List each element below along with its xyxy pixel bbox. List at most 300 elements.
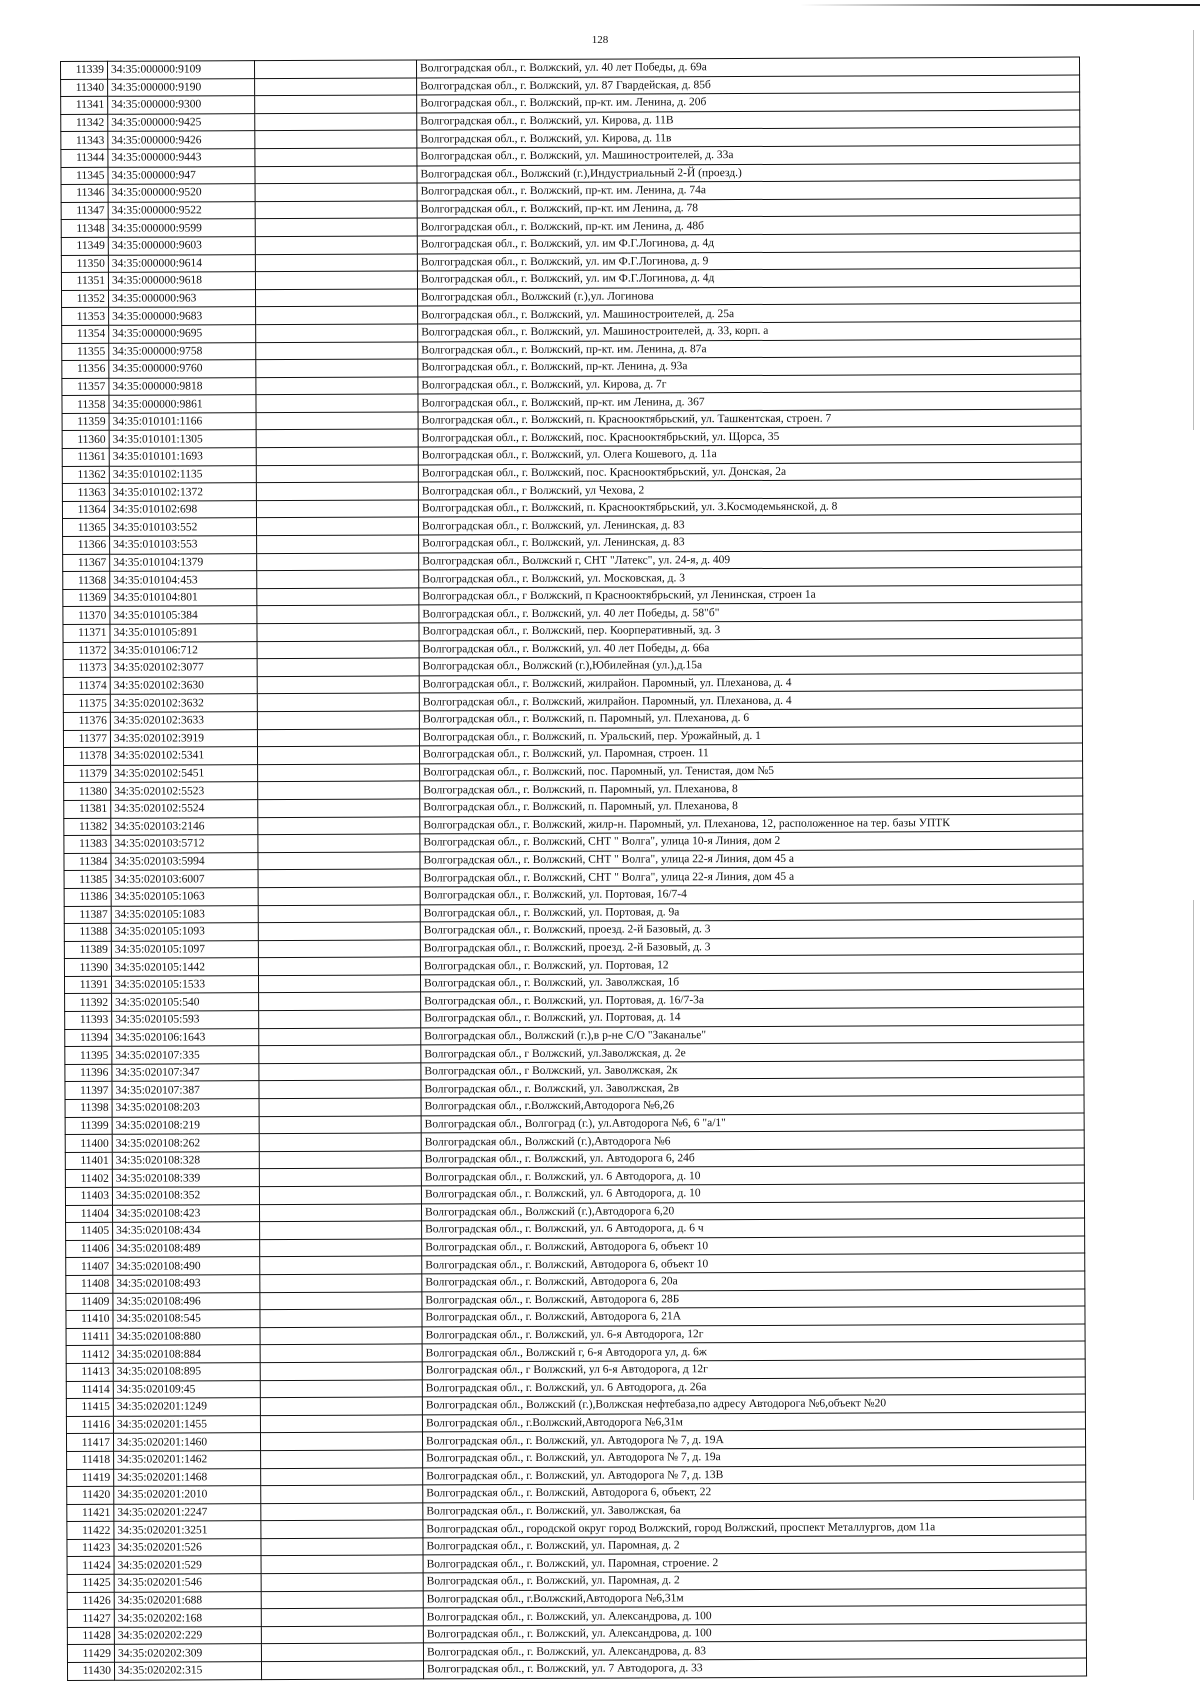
cadastral-number: 34:35:020201:688: [114, 1591, 261, 1609]
empty-cell: [256, 429, 418, 447]
empty-cell: [257, 676, 419, 694]
cadastral-number: 34:35:010103:553: [110, 536, 257, 554]
address: Волгоградская обл., г Волжский, ул. Заволжская, 2к: [421, 1060, 1084, 1080]
row-number: 11425: [67, 1574, 114, 1592]
empty-cell: [256, 517, 418, 535]
cadastral-number: 34:35:020202:229: [114, 1626, 261, 1644]
cadastral-number: 34:35:010102:1372: [109, 483, 256, 501]
address: Волгоградская обл., г. Волжский, ул. Машиностроителей, д. 25а: [418, 303, 1081, 323]
row-number: 11351: [61, 272, 108, 290]
empty-cell: [261, 1626, 423, 1644]
address: Волгоградская обл., г. Волжский, ул. им Ф.Г.Логинова, д. 4д: [417, 268, 1080, 288]
row-number: 11411: [66, 1328, 113, 1346]
row-number: 11396: [65, 1064, 112, 1082]
cadastral-number: 34:35:010104:1379: [110, 553, 257, 571]
empty-cell: [261, 1573, 423, 1591]
page-number: 128: [591, 34, 609, 46]
empty-cell: [260, 1239, 422, 1257]
address: Волгоградская обл., г. Волжский, пр-кт. им Ленина, д. 48б: [417, 215, 1080, 235]
empty-cell: [256, 377, 418, 395]
cadastral-number: 34:35:020102:3077: [110, 659, 257, 677]
address: Волгоградская обл., г. Волжский, ул. Кирова, д. 11В: [417, 110, 1080, 130]
empty-cell: [255, 271, 417, 289]
address: Волгоградская обл., г. Волжский, пр-кт. им. Ленина, д. 74а: [417, 180, 1080, 200]
address: Волгоградская обл., г. Волжский, ул. 6-я Автодорога, 12г: [422, 1324, 1085, 1344]
empty-cell: [259, 1151, 421, 1169]
table-row: [67, 1658, 1086, 1680]
empty-cell: [258, 922, 420, 940]
address: Волгоградская обл., г. Волжский, пр-кт. им. Ленина, д. 20б: [417, 92, 1080, 112]
cadastral-number: 34:35:020105:540: [112, 993, 259, 1011]
address: Волгоградская обл., г. Волжский, проезд. 2-й Базовый, д. 3: [420, 937, 1083, 957]
address: Волгоградская обл., г. Волжский, ул. 6 Автодорога, д. 6 ч: [422, 1218, 1085, 1238]
row-number: 11401: [65, 1152, 112, 1170]
empty-cell: [260, 1379, 422, 1397]
address: Волгоградская обл., г. Волжский, жилрайон. Паромный, ул. Плеханова, д. 4: [419, 673, 1082, 693]
cadastral-number: 34:35:020108:262: [112, 1134, 259, 1152]
cadastral-number: 34:35:020202:309: [114, 1644, 261, 1662]
empty-cell: [258, 975, 420, 993]
row-number: 11400: [65, 1135, 112, 1153]
cadastral-number: 34:35:020201:1468: [114, 1468, 261, 1486]
row-number: 11350: [61, 255, 108, 273]
cadastral-number: 34:35:000000:9683: [109, 307, 256, 325]
address: Волгоградская обл., г. Волжский, Автодорога 6, 20а: [422, 1271, 1085, 1291]
row-number: 11355: [62, 343, 109, 361]
cadastral-number: 34:35:020107:387: [112, 1081, 259, 1099]
row-number: 11407: [66, 1258, 113, 1276]
address: Волгоградская обл., г. Волжский, ул. 40 лет Победы, д. 69а: [416, 57, 1079, 77]
cadastral-number: 34:35:000000:9614: [108, 254, 255, 272]
cadastral-number: 34:35:010105:384: [110, 606, 257, 624]
address: Волгоградская обл., Волжский (г.),Юбилейная (ул.),д.15а: [419, 655, 1082, 675]
cadastral-number: 34:35:020108:489: [113, 1239, 260, 1257]
cadastral-number: 34:35:020202:168: [114, 1609, 261, 1627]
row-number: 11379: [64, 765, 111, 783]
empty-cell: [261, 1555, 423, 1573]
empty-cell: [255, 218, 417, 236]
cadastral-number: 34:35:020108:880: [113, 1327, 260, 1345]
address: Волгоградская обл., г. Волжский, жилр-н. Паромный, ул. Плеханова, 12, расположенное на тер. базы УПТК: [420, 814, 1083, 834]
row-number: 11429: [67, 1645, 114, 1663]
empty-cell: [256, 324, 418, 342]
cadastral-number: 34:35:000000:9603: [108, 237, 255, 255]
empty-cell: [255, 95, 417, 113]
cadastral-number: 34:35:020105:1083: [111, 905, 258, 923]
empty-cell: [257, 658, 419, 676]
row-number: 11428: [67, 1627, 114, 1645]
address: Волгоградская обл., г. Волжский, ул. Московская, д. 3: [419, 567, 1082, 587]
cadastral-number: 34:35:020103:2146: [111, 817, 258, 835]
cadastral-number: 34:35:020108:434: [113, 1222, 260, 1240]
empty-cell: [258, 904, 420, 922]
empty-cell: [257, 711, 419, 729]
address: Волгоградская обл., Волжский (г.),в р-не С/О "Заканалье": [421, 1025, 1084, 1045]
empty-cell: [258, 834, 420, 852]
row-number: 11377: [63, 730, 110, 748]
row-number: 11416: [66, 1416, 113, 1434]
empty-cell: [258, 887, 420, 905]
row-number: 11341: [61, 96, 108, 114]
address: Волгоградская обл., Волжский (г.),Индустриальный 2-Й (проезд.): [417, 163, 1080, 183]
empty-cell: [257, 641, 419, 659]
row-number: 11426: [67, 1592, 114, 1610]
address: Волгоградская обл., Волжский (г.),ул. Логинова: [417, 286, 1080, 306]
empty-cell: [258, 816, 420, 834]
cadastral-number: 34:35:020108:895: [113, 1363, 260, 1381]
empty-cell: [259, 1204, 421, 1222]
cadastral-number: 34:35:020202:315: [114, 1662, 261, 1680]
cadastral-number: 34:35:000000:9695: [109, 325, 256, 343]
empty-cell: [258, 852, 420, 870]
address: Волгоградская обл., г. Волжский, ул. Машиностроителей, д. 33а: [417, 145, 1080, 165]
row-number: 11362: [62, 466, 109, 484]
row-number: 11389: [64, 941, 111, 959]
address: Волгоградская обл., г. Волжский, пос. Краснооктябрьский, ул. Донская, 2а: [418, 462, 1081, 482]
row-number: 11402: [65, 1170, 112, 1188]
row-number: 11383: [64, 835, 111, 853]
empty-cell: [255, 201, 417, 219]
empty-cell: [257, 588, 419, 606]
cadastral-number: 34:35:000000:9443: [108, 149, 255, 167]
address: Волгоградская обл., г. Волжский, проезд. 2-й Базовый, д. 3: [420, 919, 1083, 939]
row-number: 11359: [62, 413, 109, 431]
row-number: 11388: [64, 923, 111, 941]
cadastral-number: 34:35:010106:712: [110, 641, 257, 659]
empty-cell: [255, 253, 417, 271]
cadastral-number: 34:35:020105:593: [112, 1011, 259, 1029]
address: Волгоградская обл., г. Волжский, ул. 6 Автодорога, д. 26а: [422, 1377, 1085, 1397]
row-number: 11376: [63, 712, 110, 730]
address: Волгоградская обл., г. Волжский, ул. Паромная, строен. 11: [419, 743, 1082, 763]
address: Волгоградская обл., г. Волжский, СНТ " Волга", улица 10-я Линия, дом 2: [420, 831, 1083, 851]
cadastral-number: 34:35:020102:5451: [111, 764, 258, 782]
empty-cell: [261, 1520, 423, 1538]
row-number: 11373: [63, 659, 110, 677]
row-number: 11353: [62, 308, 109, 326]
empty-cell: [258, 869, 420, 887]
row-number: 11384: [64, 853, 111, 871]
address: Волгоградская обл., г. Волжский, пер. Коорперативный, зд. 3: [419, 620, 1082, 640]
cadastral-number: 34:35:000000:9520: [108, 184, 255, 202]
empty-cell: [259, 1063, 421, 1081]
cadastral-number: 34:35:020105:1063: [111, 888, 258, 906]
row-number: 11414: [66, 1381, 113, 1399]
row-number: 11369: [63, 589, 110, 607]
row-number: 11344: [61, 149, 108, 167]
empty-cell: [255, 113, 417, 131]
cadastral-number: 34:35:020109:45: [113, 1380, 260, 1398]
cadastral-number: 34:35:020201:2010: [114, 1486, 261, 1504]
cadastral-number: 34:35:000000:9425: [108, 113, 255, 131]
empty-cell: [259, 992, 421, 1010]
address: Волгоградская обл., г. Волжский, ул. 40 лет Победы, д. 66а: [419, 638, 1082, 658]
empty-cell: [259, 1045, 421, 1063]
address: Волгоградская обл., городской округ город Волжский, город Волжский, проспект Металлургов, дом 11а: [423, 1517, 1086, 1537]
address: Волгоградская обл., г. Волжский, СНТ " Волга", улица 22-я Линия, дом 45 а: [420, 849, 1083, 869]
address: Волгоградская обл., г. Волжский, ул. Автодорога № 7, д. 19А: [422, 1429, 1085, 1449]
row-number: 11406: [66, 1240, 113, 1258]
cadastral-number: 34:35:020108:423: [112, 1204, 259, 1222]
empty-cell: [259, 1186, 421, 1204]
empty-cell: [260, 1415, 422, 1433]
empty-cell: [260, 1274, 422, 1292]
empty-cell: [261, 1467, 423, 1485]
address: Волгоградская обл., г Волжский, п Краснооктябрьский, ул Ленинская, строен 1а: [419, 585, 1082, 605]
registry-table-body: [61, 57, 1087, 1680]
empty-cell: [258, 781, 420, 799]
row-number: 11392: [65, 994, 112, 1012]
address: Волгоградская обл., г. Волжский, ул. 87 Гвардейская, д. 85б: [417, 75, 1080, 95]
empty-cell: [257, 605, 419, 623]
row-number: 11366: [63, 536, 110, 554]
address: Волгоградская обл., г. Волжский, п. Паромный, ул. Плеханова, 8: [420, 796, 1083, 816]
address: Волгоградская обл., г. Волжский, ул. 6 Автодорога, д. 10: [421, 1183, 1084, 1203]
empty-cell: [260, 1432, 422, 1450]
address: Волгоградская обл., Волгоград (г.), ул.Автодорога №6, 6 "а/1": [421, 1113, 1084, 1133]
address: Волгоградская обл., г. Волжский, ул. Автодорога 6, 24б: [421, 1148, 1084, 1168]
address: Волгоградская обл., г. Волжский, пр-кт. Ленина, д. 93а: [418, 356, 1081, 376]
cadastral-number: 34:35:010105:891: [110, 624, 257, 642]
row-number: 11356: [62, 360, 109, 378]
row-number: 11349: [61, 237, 108, 255]
empty-cell: [259, 1080, 421, 1098]
address: Волгоградская обл., г. Волжский, ул. 6 Автодорога, д. 10: [421, 1165, 1084, 1185]
address: Волгоградская обл., г. Волжский, Автодорога 6, объект 10: [422, 1236, 1085, 1256]
address: Волгоградская обл., г. Волжский, ул. Портовая, д. 16/7-3а: [421, 990, 1084, 1010]
cadastral-number: 34:35:020108:493: [113, 1275, 260, 1293]
row-number: 11343: [61, 132, 108, 150]
cadastral-number: 34:35:020108:490: [113, 1257, 260, 1275]
empty-cell: [256, 359, 418, 377]
cadastral-number: 34:35:010102:698: [109, 500, 256, 518]
cadastral-number: 34:35:000000:9758: [109, 342, 256, 360]
empty-cell: [260, 1309, 422, 1327]
cadastral-number: 34:35:000000:9861: [109, 395, 256, 413]
address: Волгоградская обл., г. Волжский, ул. им Ф.Г.Логинова, д. 4д: [417, 233, 1080, 253]
row-number: 11346: [61, 184, 108, 202]
row-number: 11412: [66, 1346, 113, 1364]
address: Волгоградская обл., г. Волжский, ул. Портовая, д. 14: [421, 1007, 1084, 1027]
row-number: 11367: [63, 554, 110, 572]
address: Волгоградская обл., г Волжский, ул.Заволжская, д. 2е: [421, 1042, 1084, 1062]
row-number: 11421: [67, 1504, 114, 1522]
cadastral-number: 34:35:020105:1533: [111, 976, 258, 994]
address: Волгоградская обл., г. Волжский, ул. Паромная, строение. 2: [423, 1553, 1086, 1573]
row-number: 11408: [66, 1275, 113, 1293]
address: Волгоградская обл., Волжский (г.),Автодорога 6,20: [421, 1201, 1084, 1221]
empty-cell: [259, 1168, 421, 1186]
cadastral-number: 34:35:020103:5994: [111, 852, 258, 870]
row-number: 11345: [61, 167, 108, 185]
empty-cell: [260, 1221, 422, 1239]
cadastral-number: 34:35:000000:9109: [108, 61, 255, 79]
cadastral-number: 34:35:010104:801: [110, 588, 257, 606]
empty-cell: [257, 693, 419, 711]
cadastral-number: 34:35:020108:328: [112, 1151, 259, 1169]
empty-cell: [255, 236, 417, 254]
row-number: 11403: [65, 1187, 112, 1205]
cadastral-number: 34:35:020102:3919: [110, 729, 257, 747]
empty-cell: [259, 1098, 421, 1116]
cadastral-number: 34:35:020108:884: [113, 1345, 260, 1363]
empty-cell: [258, 799, 420, 817]
cadastral-number: 34:35:000000:9760: [109, 360, 256, 378]
cadastral-number: 34:35:020102:3633: [110, 712, 257, 730]
row-number: 11422: [67, 1522, 114, 1540]
address: Волгоградская обл., г. Волжский, ул. Паромная, д. 2: [423, 1535, 1086, 1555]
address: Волгоградская обл., г. Волжский, Автодорога 6, объект 10: [422, 1253, 1085, 1273]
row-number: 11381: [64, 800, 111, 818]
cadastral-number: 34:35:020108:219: [112, 1116, 259, 1134]
row-number: 11339: [61, 61, 108, 79]
row-number: 11409: [66, 1293, 113, 1311]
cadastral-number: 34:35:020106:1643: [112, 1028, 259, 1046]
scan-artifact-line: [800, 4, 1200, 6]
empty-cell: [256, 394, 418, 412]
empty-cell: [256, 482, 418, 500]
row-number: 11420: [67, 1486, 114, 1504]
cadastral-number: 34:35:020201:3251: [114, 1521, 261, 1539]
cadastral-number: 34:35:020103:5712: [111, 835, 258, 853]
empty-cell: [257, 535, 419, 553]
address: Волгоградская обл., Волжский г, СНТ "Латекс", ул. 24-я, д. 409: [419, 550, 1082, 570]
empty-cell: [255, 166, 417, 184]
row-number: 11410: [66, 1310, 113, 1328]
cadastral-number: 34:35:020201:1455: [113, 1415, 260, 1433]
empty-cell: [261, 1450, 423, 1468]
empty-cell: [261, 1661, 423, 1679]
address: Волгоградская обл., г. Волжский, ул. 40 лет Победы, д. 58"б": [419, 602, 1082, 622]
address: Волгоградская обл., г. Волжский, ул. Портовая, д. 9а: [420, 902, 1083, 922]
address: Волгоградская обл., г. Волжский, п. Уральский, пер. Урожайный, д. 1: [419, 726, 1082, 746]
empty-cell: [259, 1010, 421, 1028]
cadastral-number: 34:35:020108:352: [112, 1187, 259, 1205]
empty-cell: [261, 1643, 423, 1661]
empty-cell: [260, 1327, 422, 1345]
empty-cell: [261, 1538, 423, 1556]
row-number: 11382: [64, 818, 111, 836]
address: Волгоградская обл., г. Волжский, пос. Краснооктябрьский, ул. Щорса, 35: [418, 427, 1081, 447]
address: Волгоградская обл., г. Волжский, Автодорога 6, 21А: [422, 1306, 1085, 1326]
cadastral-number: 34:35:020108:203: [112, 1099, 259, 1117]
cadastral-number: 34:35:000000:9300: [108, 96, 255, 114]
row-number: 11391: [64, 976, 111, 994]
empty-cell: [259, 1028, 421, 1046]
row-number: 11418: [67, 1451, 114, 1469]
address: Волгоградская обл., г. Волжский, п. Паромный, ул. Плеханова, д. 6: [419, 708, 1082, 728]
row-number: 11419: [67, 1469, 114, 1487]
address: Волгоградская обл., г. Волжский, ул. Александрова, д. 100: [423, 1623, 1086, 1643]
empty-cell: [257, 570, 419, 588]
cadastral-number: 34:35:020201:546: [114, 1574, 261, 1592]
empty-cell: [261, 1591, 423, 1609]
address: Волгоградская обл., г. Волжский, ул. Ленинская, д. 83: [419, 532, 1082, 552]
empty-cell: [256, 412, 418, 430]
scan-edge-mark: [1193, 900, 1194, 1500]
row-number: 11390: [64, 959, 111, 977]
empty-cell: [260, 1362, 422, 1380]
cadastral-number: 34:35:020105:1093: [111, 923, 258, 941]
address: Волгоградская обл., Волжский г, 6-я Автодорога ул, д. 6ж: [422, 1341, 1085, 1361]
cadastral-number: 34:35:020102:5523: [111, 782, 258, 800]
cadastral-number: 34:35:020102:3632: [110, 694, 257, 712]
address: Волгоградская обл., г.Волжский,Автодорога №6,31м: [423, 1588, 1086, 1608]
empty-cell: [261, 1503, 423, 1521]
cadastral-number: 34:35:020107:347: [112, 1063, 259, 1081]
cadastral-number: 34:35:020107:335: [112, 1046, 259, 1064]
row-number: 11378: [63, 747, 110, 765]
address: Волгоградская обл., г. Волжский, ул. Александрова, д. 83: [423, 1640, 1086, 1660]
row-number: 11415: [66, 1398, 113, 1416]
row-number: 11370: [63, 607, 110, 625]
row-number: 11342: [61, 114, 108, 132]
address: Волгоградская обл., г. Волжский, ул. Заволжская, 6а: [423, 1500, 1086, 1520]
row-number: 11347: [61, 202, 108, 220]
row-number: 11398: [65, 1099, 112, 1117]
cadastral-number: 34:35:020201:526: [114, 1539, 261, 1557]
cadastral-number: 34:35:000000:9818: [109, 377, 256, 395]
row-number: 11363: [62, 484, 109, 502]
row-number: 11365: [62, 519, 109, 537]
cadastral-number: 34:35:020102:5524: [111, 800, 258, 818]
row-number: 11423: [67, 1539, 114, 1557]
cadastral-number: 34:35:010102:1135: [109, 465, 256, 483]
registry-table: [60, 57, 1087, 1681]
row-number: 11354: [62, 325, 109, 343]
row-number: 11375: [63, 695, 110, 713]
empty-cell: [255, 60, 417, 78]
row-number: 11360: [62, 431, 109, 449]
address: Волгоградская обл., г Волжский, ул 6-я Автодорога, д 12г: [422, 1359, 1085, 1379]
row-number: 11358: [62, 396, 109, 414]
address: Волгоградская обл., г. Волжский, ул. Заволжская, 2в: [421, 1077, 1084, 1097]
address: Волгоградская обл., г. Волжский, п. Краснооктябрьский, ул. Ташкентская, строен. 7: [418, 409, 1081, 429]
cadastral-number: 34:35:020201:1460: [113, 1433, 260, 1451]
row-number: 11417: [66, 1434, 113, 1452]
empty-cell: [256, 500, 418, 518]
row-number: 11394: [65, 1029, 112, 1047]
address: Волгоградская обл., г. Волжский, СНТ " Волга", улица 22-я Линия, дом 45 а: [420, 866, 1083, 886]
address: Волгоградская обл., г. Волжский, ул. им Ф.Г.Логинова, д. 9: [417, 251, 1080, 271]
row-number: 11399: [65, 1117, 112, 1135]
address: Волгоградская обл., г. Волжский, ул. Кирова, д. 11в: [417, 127, 1080, 147]
cadastral-number: 34:35:020201:2247: [114, 1503, 261, 1521]
empty-cell: [260, 1256, 422, 1274]
empty-cell: [260, 1291, 422, 1309]
address: Волгоградская обл., г. Волжский, ул. Паромная, д. 2: [423, 1570, 1086, 1590]
cadastral-number: 34:35:000000:963: [108, 289, 255, 307]
scan-edge-mark: [1193, 30, 1194, 430]
cadastral-number: 34:35:010101:1305: [109, 430, 256, 448]
cadastral-number: 34:35:010104:453: [110, 571, 257, 589]
empty-cell: [255, 148, 417, 166]
empty-cell: [258, 764, 420, 782]
cadastral-number: 34:35:020201:1462: [114, 1451, 261, 1469]
address: Волгоградская обл., г. Волжский, п. Краснооктябрьский, ул. З.Космодемьянской, д. 8: [418, 497, 1081, 517]
address: Волгоградская обл., г. Волжский, пос. Паромный, ул. Тенистая, дом №5: [420, 761, 1083, 781]
empty-cell: [256, 447, 418, 465]
cadastral-number: 34:35:020102:5341: [110, 747, 257, 765]
cadastral-number: 34:35:010101:1166: [109, 413, 256, 431]
address: Волгоградская обл., г. Волжский, жилрайон. Паромный, ул. Плеханова, д. 4: [419, 690, 1082, 710]
row-number: 11427: [67, 1610, 114, 1628]
empty-cell: [256, 306, 418, 324]
cadastral-number: 34:35:000000:9618: [108, 272, 255, 290]
row-number: 11340: [61, 79, 108, 97]
empty-cell: [256, 465, 418, 483]
row-number: 11357: [62, 378, 109, 396]
